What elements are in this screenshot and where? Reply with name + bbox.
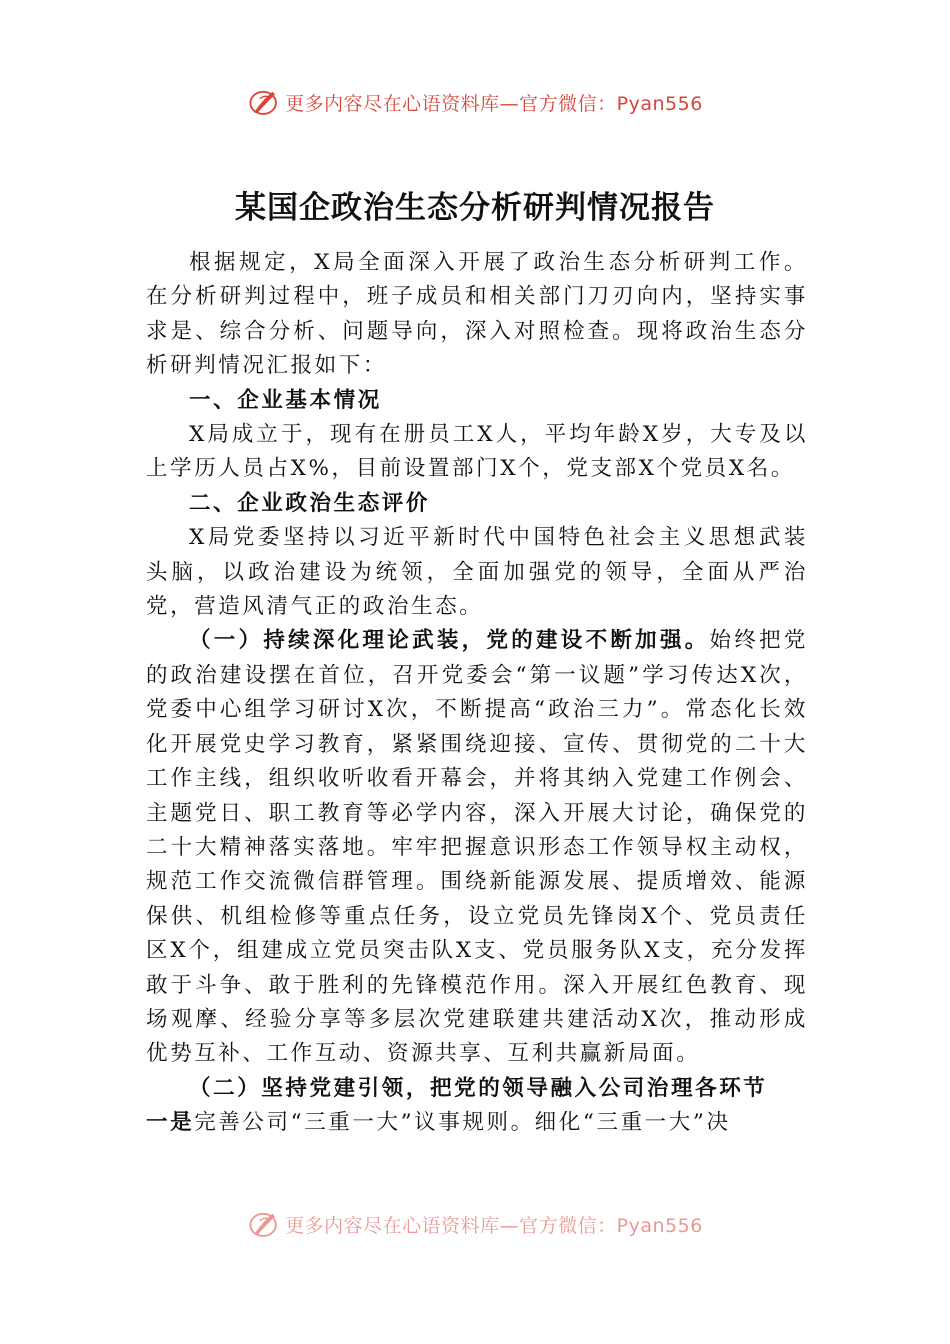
first-point-label: 一是 [146,1110,195,1136]
section-heading-basic-info: 一、企业基本情况 [189,387,382,413]
paragraph-evaluation: X局党委坚持以习近平新时代中国特色社会主义思想武装头脑，以政治建设为统领，全面加强党的领导，全面从严治党，营造风清气正的政治生态。 [146,525,808,620]
paragraph-basic-info: X局成立于，现有在册员工X人，平均年龄X岁，大专及以上学历人员占X%，目前设置部门X个，党支部X个党员X名。 [146,422,808,482]
subheading-theory: （一）持续深化理论武装，党的建设不断加强。 [189,628,710,654]
watermark-header [0,82,950,122]
paragraph-intro: 根据规定，X局全面深入开展了政治生态分析研判工作。在分析研判过程中，班子成员和相关部门刀刃向内，坚持实事求是、综合分析、问题导向，深入对照检查。现将政治生态分析研判情况汇报如下： [146,250,808,379]
paragraph-rules-text: 完善公司“三重一大”议事规则。细化“三重一大”决 [194,1110,731,1136]
subheading-party-leadership: （二）坚持党建引领，把党的领导融入公司治理各环节 [189,1075,768,1101]
document-body [146,246,808,1141]
watermark-footer [0,1204,950,1244]
paragraph-party-leadership [146,1072,808,1106]
paragraph-theory [146,624,808,1071]
paragraph-rules [146,1106,808,1140]
document-title: 某国企政治生态分析研判情况报告 [235,190,715,226]
section-heading-evaluation: 二、企业政治生态评价 [189,490,431,516]
watermark-text: 更多内容尽在心语资料库—官方微信：Pyan556 [285,1214,703,1237]
pen-logo-icon [247,1207,281,1241]
pen-logo-icon [247,85,281,119]
paragraph-theory-text: 始终把党的政治建设摆在首位，召开党委会“第一议题”学习传达X次，党委中心组学习研讨X次，不断提高“政治三力”。常态化长效化开展党史学习教育，紧紧围绕迎接、宣传、贯彻党的二十大工作主线，组织收听收看开幕会，并将其纳入党建工作例会、主题党日、职工教育等必学内容，深入开展大讨论，确保党的二十大精神落实落地。牢牢把握意识形态工作领导权主动权，规范工作交流微信群管理。围绕新能源发展、提质增效、能源保供、机组检修等重点任务，设立党员先锋岗X个、党员责任区X个，组建成立党员突击队X支、党员服务队X支，充分发挥敢于斗争、敢于胜利的先锋模范作用。深入开展红色教育、现场观摩、经验分享等多层次党建联建共建活动X次，推动形成优势互补、工作互动、资源共享、互利共赢新局面。 [146,628,808,1067]
watermark-text: 更多内容尽在心语资料库—官方微信：Pyan556 [285,92,703,115]
